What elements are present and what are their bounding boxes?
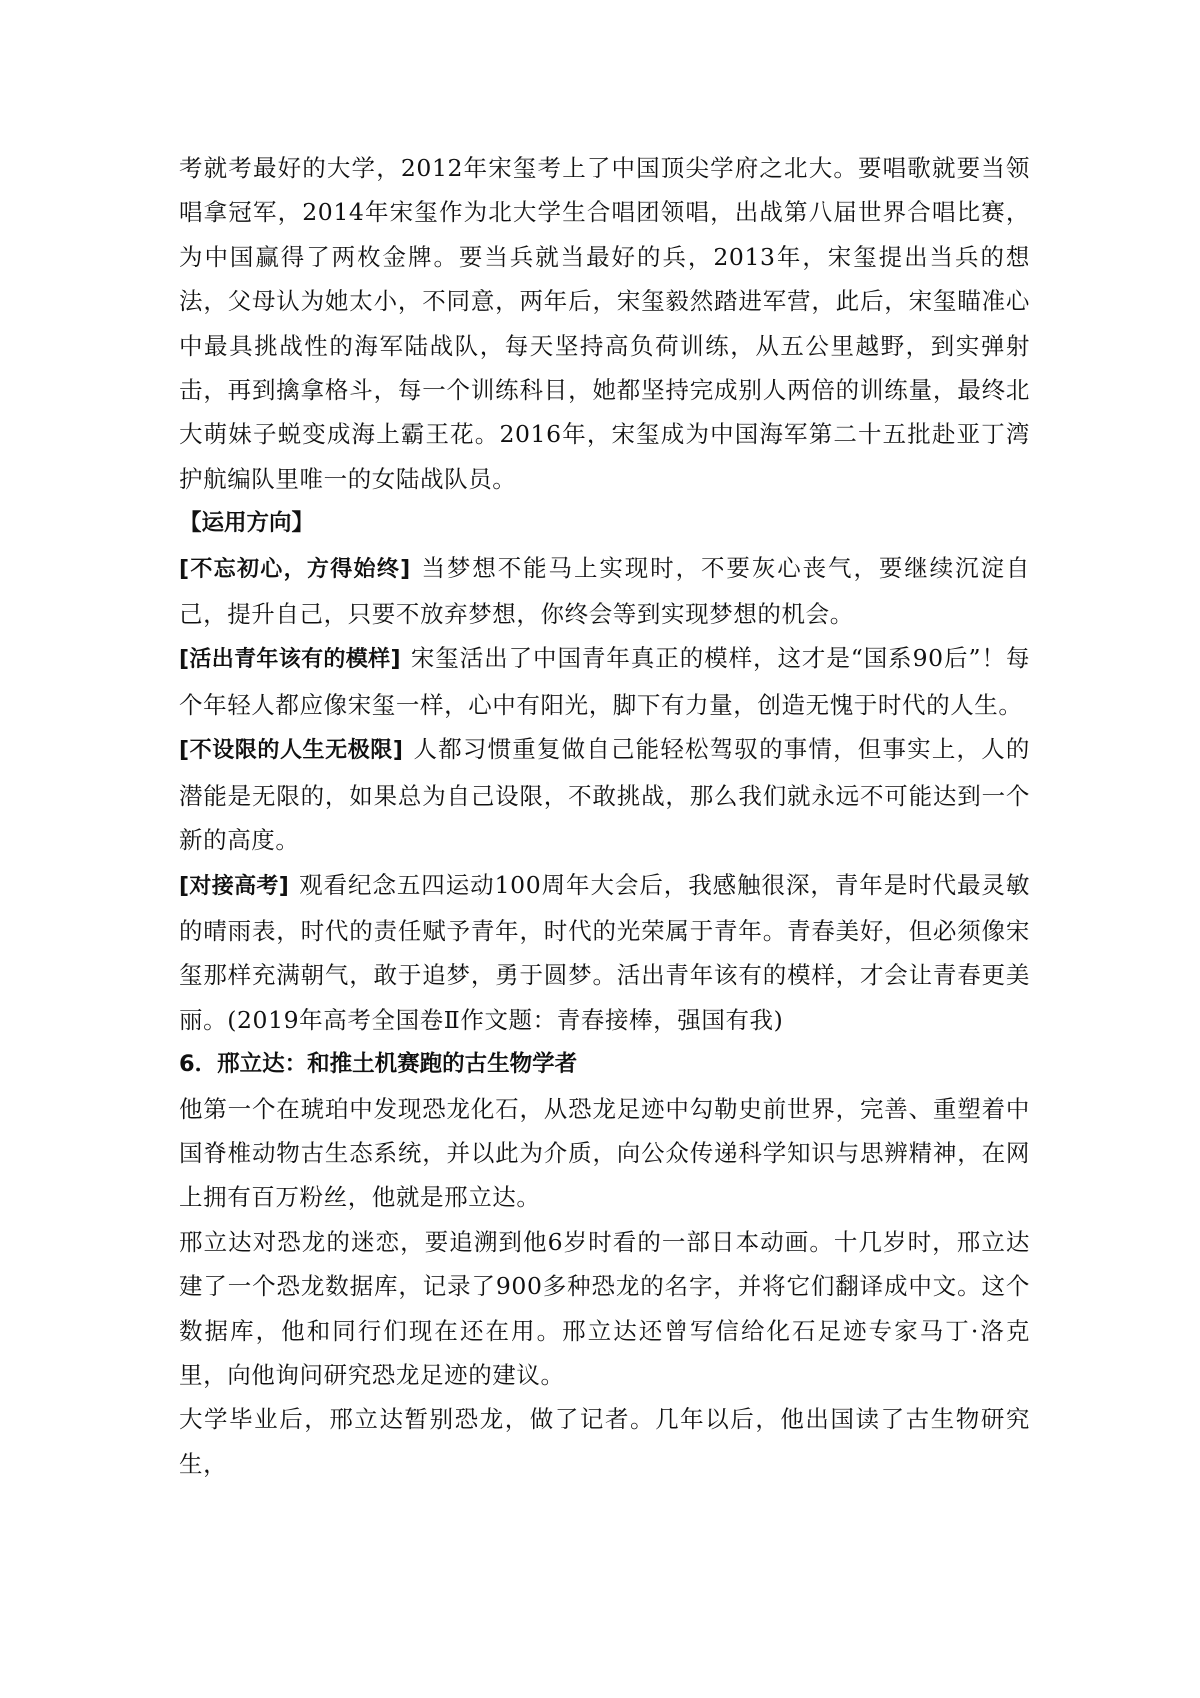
tagged-paragraph-no-limits [179,727,1030,862]
tagged-paragraph-text: 人都习惯重复做自己能轻松驾驭的事情，但事实上，人的潜能是无限的，如果总为自己设限，不敢挑战，那么我们就永远不可能达到一个新的高度。 [179,735,1030,855]
topic-tag: [不忘初心，方得始终] [179,556,411,582]
tagged-paragraph-gaokao [179,863,1030,1043]
tagged-paragraph-youth-model [179,636,1030,727]
topic-tag: [活出青年该有的模样] [179,647,401,673]
paragraph-xing-lida-database: 邢立达对恐龙的迷恋，要追溯到他6岁时看的一部日本动画。十几岁时，邢立达建了一个恐龙数据库，记录了900多种恐龙的名字，并将它们翻译成中文。这个数据库，他和同行们现在还在用。邢立达还曾写信给化石足迹专家马丁·洛克里，向他询问研究恐龙足迹的建议。 [179,1227,1030,1389]
paragraph-xing-lida-after-college: 大学毕业后，邢立达暂别恐龙，做了记者。几年以后，他出国读了古生物研究生， [179,1405,1030,1478]
section-heading-application: 【运用方向】 [179,510,315,537]
tagged-paragraph-original-intention [179,546,1030,637]
topic-tag: [不设限的人生无极限] [179,738,403,764]
section-heading-xing-lida: 6．邢立达：和推土机赛跑的古生物学者 [179,1051,578,1078]
tagged-paragraph-text: 观看纪念五四运动100周年大会后，我感触很深，青年是时代最灵敏的晴雨表，时代的责任赋予青年，时代的光荣属于青年。青春美好，但必须像宋玺那样充满朝气，敢于追梦，勇于圆梦。活出青年该有的模样，才会让青春更美丽。(2019年高考全国卷Ⅱ作文题：青春接棒，强国有我) [179,870,1030,1034]
topic-tag: [对接高考] [179,873,289,899]
tagged-paragraph-text: 宋玺活出了中国青年真正的模样，这才是“国系90后”！每个年轻人都应像宋玺一样，心中有阳光，脚下有力量，创造无愧于时代的人生。 [179,644,1030,719]
paragraph-xing-lida-intro: 他第一个在琥珀中发现恐龙化石，从恐龙足迹中勾勒史前世界，完善、重塑着中国脊椎动物古生态系统，并以此为介质，向公众传递科学知识与思辨精神，在网上拥有百万粉丝，他就是邢立达。 [179,1094,1030,1212]
tagged-paragraph-text: 当梦想不能马上实现时，不要灰心丧气，要继续沉淀自己，提升自己，只要不放弃梦想，你终会等到实现梦想的机会。 [179,553,1030,629]
paragraph-song-xi-story: 考就考最好的大学，2012年宋玺考上了中国顶尖学府之北大。要唱歌就要当领唱拿冠军，2014年宋玺作为北大学生合唱团领唱，出战第八届世界合唱比赛，为中国赢得了两枚金牌。要当兵就当最好的兵，2013年，宋玺提出当兵的想法，父母认为她太小，不同意，两年后，宋玺毅然踏进军营，此后，宋玺瞄准心中最具挑战性的海军陆战队，每天坚持高负荷训练，从五公里越野，到实弹射击，再到擒拿格斗，每一个训练科目，她都坚持完成别人两倍的训练量，最终北大萌妹子蜕变成海上霸王花。2016年，宋玺成为中国海军第二十五批赴亚丁湾护航编队里唯一的女陆战队员。 [179,154,1030,493]
